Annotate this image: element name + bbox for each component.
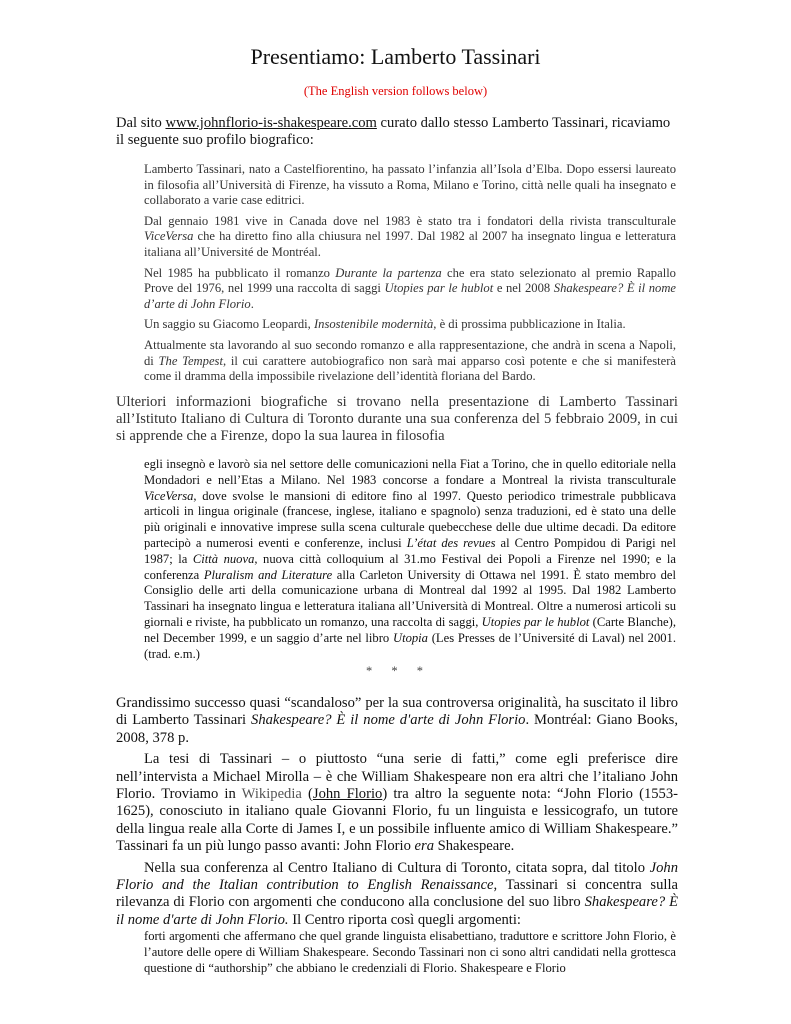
text-run: , dove svolse le mansioni di editore fino al 1997. Questo periodico trimestrale pubblicava articoli in lingua originale (francese, inglese, italiano e spagnolo) senza traduzioni, ed è stato una delle più originali e innovative imprese sulla scena culturale quebecchese delle due ultime decadi. Da editore partecipò a numerosi eventi e conferenze, inclusi — [144, 488, 676, 550]
text-run: Shakespeare. — [434, 838, 515, 855]
main-body — [116, 695, 678, 929]
john-florio-link[interactable]: John Florio — [312, 786, 383, 803]
further-info-paragraph: Ulteriori informazioni biografiche si trovano nella presentazione di Lamberto Tassinari all’Istituto Italiano di Cultura di Toronto durante una sua conferenza del 5 febbraio 2009, in cui si apprende che a Firenze, dopo la sua laurea in filosofia — [116, 394, 678, 444]
bio-paragraph-2 — [144, 214, 676, 261]
text-run: Nella sua conferenza al Centro Italiano di Cultura di Toronto, citata sopra, dal titolo — [144, 859, 650, 876]
text-run: . — [250, 296, 254, 311]
bio-paragraph-4 — [144, 317, 676, 333]
italic-emphasis: era — [414, 838, 434, 855]
italic-title: Città nuova — [192, 551, 255, 566]
bio-paragraph-3 — [144, 266, 676, 313]
section-separator: * * * — [366, 664, 425, 678]
italic-title: Insostenibile modernità — [313, 317, 434, 332]
italic-title: Durante la partenza — [335, 265, 442, 280]
text-run: , è di prossima pubblicazione in Italia. — [433, 317, 626, 332]
text-run: e nel 2008 — [493, 281, 554, 296]
italic-title: The Tempest — [158, 353, 223, 368]
english-version-note: (The English version follows below) — [303, 84, 488, 98]
italic-title: Shakespeare? È il nome d'arte di John Florio — [251, 712, 526, 729]
italic-title: ViceVersa — [144, 488, 194, 503]
italic-title: Pluralism and Literature — [203, 567, 333, 582]
text-run: ) tra altro la seguente nota: “John Florio (1553-1625), conosciuto in italiano quale Giovanni Florio, fu un linguista e lessicografo, un tutore della lingua reale alla Corte di James I, e un possibile influente amico di William Shakespeare.” Tassinari fa un più lungo passo avanti: John Florio — [116, 786, 679, 855]
italic-title: Utopies par le hublot — [384, 281, 494, 296]
italic-title: John Florio and the Italian contribution to English Renaissance — [116, 859, 678, 894]
text-run: Un saggio su Giacomo Leopardi, — [144, 317, 314, 332]
italic-title: Utopia — [392, 630, 428, 645]
italic-title: L’état des revues — [406, 535, 496, 550]
text-run: ( — [301, 786, 313, 803]
text-run: (Les Presses de l’Université di Laval) nel 2001. (trad. e.m.) — [144, 630, 676, 661]
text-run: Grandissimo successo quasi “scandaloso” per la sua controversa originalità, ha suscitato il libro di Lamberto Tassinari — [116, 695, 678, 729]
intro-suffix: curato dallo stesso Lamberto Tassinari, ricaviamo il seguente suo profilo biografico: — [116, 115, 671, 148]
page-title: Presentiamo: Lamberto Tassinari — [250, 44, 541, 69]
text-run: Nel 1985 ha pubblicato il romanzo — [144, 265, 336, 280]
italic-title: Shakespeare? È il nome d’arte di John Florio — [144, 281, 677, 311]
text-run: che ha diretto fino alla chiusura nel 1997. Dal 1982 al 2007 ha insegnato lingua e letteratura italiana all’Université de Montréal. — [144, 229, 676, 259]
centro-quote: forti argomenti che affermano che quel grande linguista elisabettiano, traduttore e scrittore John Florio, è l’autore delle opere di William Shakespeare. Secondo Tassinari non ci sono altri candidati nella grottesca questione di “authorship” che abbiano le credenziali di Florio. Shakespeare e Florio — [144, 929, 676, 975]
intro-paragraph — [116, 115, 678, 149]
text-run: , nuova città colloquium al 31.mo Festival dei Popoli a Firenze nel 1990; e la conferenza — [144, 551, 677, 582]
text-run: al Centro Pompidou di Parigi nel 1987; la — [144, 535, 676, 566]
body-paragraph-1 — [116, 695, 678, 747]
text-run: che era stato selezionato al premio Rapallo Prove del 1976, nel 1999 una raccolta di saggi — [144, 265, 676, 296]
text-run: , il cui carattere autobiografico non sarà mai apparso così potente e che si manifesterà come il dramma della impossibile rivelazione dell’identità floriana del Bardo. — [144, 353, 677, 384]
text-run: Attualmente sta lavorando al suo secondo romanzo e alla rappresentazione, che andrà in scena a Napoli, di — [144, 337, 676, 368]
wikipedia-label: Wikipedia — [241, 786, 302, 803]
website-link[interactable]: www.johnflorio-is-shakespeare.com — [165, 115, 377, 131]
text-run: . Montréal: Giano Books, 2008, 378 p. — [116, 712, 678, 746]
text-run: Dal gennaio 1981 vive in Canada dove nel 1983 è stato tra i fondatori della rivista transculturale — [144, 213, 676, 228]
toronto-quote — [144, 457, 676, 662]
intro-prefix: Dal sito — [116, 115, 166, 131]
text-run: alla Carleton University di Ottawa nel 1991. È stato membro del Consiglio delle arti della comunicazione urbana di Montreal dal 1992 al 1995. Dal 1982 Lamberto Tassinari ha insegnato lingua e letteratura italiana all’Università di Montreal. Oltre a numerosi articoli su giornali e riviste, ha pubblicato un romanzo, una raccolta di saggi, — [144, 567, 676, 629]
bio-quote — [144, 162, 676, 390]
italic-title: Shakespeare? È il nome d'arte di John Florio. — [116, 894, 678, 928]
bio-paragraph-1: Lamberto Tassinari, nato a Castelfiorentino, ha passato l’infanzia all’Isola d’Elba. Dopo essersi laureato in filosofia all’Università di Firenze, ha vissuto a Roma, Milano e Torino, città nelle quali ha insegnato e collaborato a varie case editrici. — [144, 162, 676, 208]
body-paragraph-2 — [116, 751, 678, 855]
text-run: egli insegnò e lavorò sia nel settore delle comunicazioni nella Fiat a Torino, che in quello editoriale nella Mondadori e nell’Etas a Milano. Nel 1983 concorse a fondare a Montreal la rivista transculturale — [144, 457, 676, 487]
text-run: Il Centro riporta così quegli argomenti: — [288, 911, 521, 928]
text-run: , Tassinari si concentra sulla rilevanza di Florio con argomenti che conducono alla conclusione del suo libro — [116, 877, 678, 911]
italic-title: ViceVersa — [144, 229, 194, 244]
italic-title: Utopies par le hublot — [481, 614, 590, 629]
bio-paragraph-5 — [144, 338, 676, 385]
text-run: La tesi di Tassinari – o piuttosto “una serie di fatti,” come egli preferisce dire nell’intervista a Michael Mirolla – è che William Shakespeare non era altri che l’italiano John Florio. Troviamo in — [116, 751, 678, 803]
text-run: (Carte Blanche), nel December 1999, e un saggio d’arte nel libro — [144, 614, 676, 645]
body-paragraph-3 — [116, 860, 678, 930]
